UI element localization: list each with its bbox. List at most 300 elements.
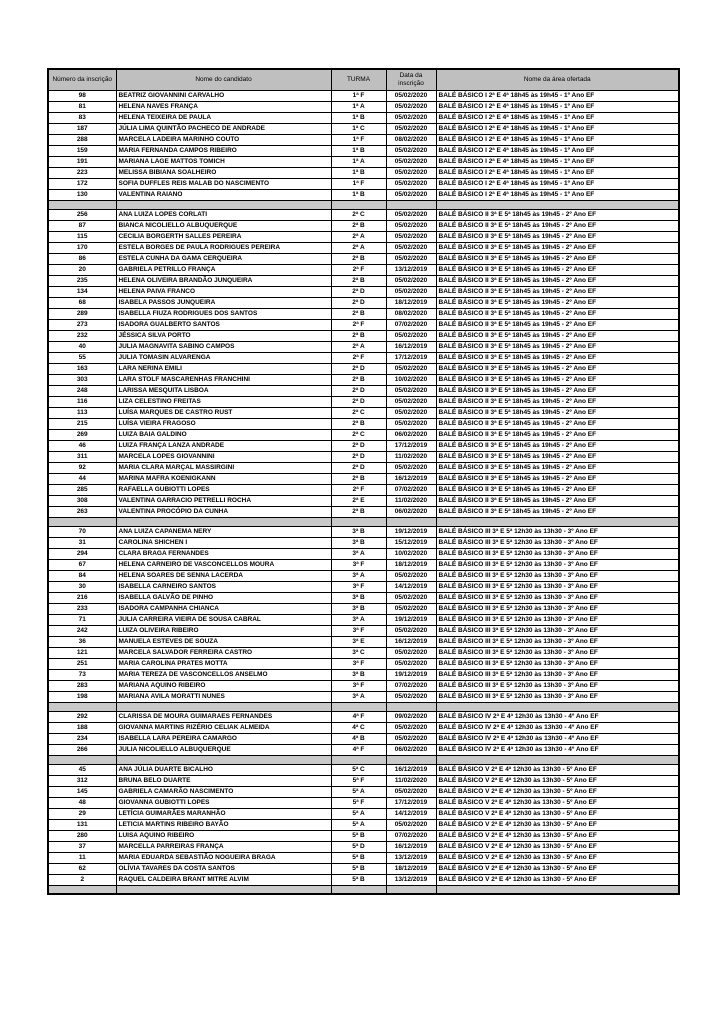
cell-turma: 2ª B [331, 253, 386, 264]
cell-data-inscricao: 07/02/2020 [386, 319, 436, 330]
cell-area-ofertada: BALÉ BÁSICO I 2ª E 4ª 18h45 às 19h45 - 1º Ano EF [436, 156, 679, 167]
cell-turma: 3ª F [331, 680, 386, 691]
cell-turma: 2ª D [331, 363, 386, 374]
cell-data-inscricao: 05/02/2020 [386, 786, 436, 797]
cell-area-ofertada: BALÉ BÁSICO III 3ª E 5ª 12h30 às 13h30 - 3º Ano EF [436, 592, 679, 603]
cell-nome-candidato: MARINA MAFRA KOENIGKANN [116, 473, 331, 484]
cell-area-ofertada: BALÉ BÁSICO IV 2ª E 4ª 12h30 às 13h30 - 4º Ano EF [436, 733, 679, 744]
cell-area-ofertada: BALÉ BÁSICO II 3ª E 5ª 18h45 às 19h45 - 2º Ano EF [436, 473, 679, 484]
cell-area-ofertada: BALÉ BÁSICO V 2ª E 4ª 12h30 às 13h30 - 5º Ano EF [436, 863, 679, 874]
cell-numero-inscricao: 292 [48, 711, 116, 722]
cell-turma: 2ª D [331, 440, 386, 451]
cell-nome-candidato: JÚLIA LIMA QUINTÃO PACHECO DE ANDRADE [116, 123, 331, 134]
cell-nome-candidato: JULIA MAGNAVITA SABINO CAMPOS [116, 341, 331, 352]
cell-nome-candidato: JULIA CARREIRA VIEIRA DE SOUSA CABRAL [116, 614, 331, 625]
separator-cell [48, 517, 116, 526]
table-row [48, 451, 679, 462]
table-row [48, 797, 679, 808]
table-row [48, 669, 679, 680]
cell-nome-candidato: CAROLINA SHICHEN I [116, 537, 331, 548]
column-header-nome-candidato: Nome do candidato [116, 69, 331, 90]
cell-numero-inscricao: 223 [48, 167, 116, 178]
cell-area-ofertada: BALÉ BÁSICO III 3ª E 5ª 12h30 às 13h30 - 3º Ano EF [436, 559, 679, 570]
cell-data-inscricao: 06/02/2020 [386, 429, 436, 440]
cell-area-ofertada: BALÉ BÁSICO V 2ª E 4ª 12h30 às 13h30 - 5º Ano EF [436, 764, 679, 775]
cell-nome-candidato: MANUELA ESTEVES DE SOUZA [116, 636, 331, 647]
table-row [48, 123, 679, 134]
cell-turma: 3ª B [331, 592, 386, 603]
cell-numero-inscricao: 303 [48, 374, 116, 385]
cell-nome-candidato: MARIA TEREZA DE VASCONCELLOS ANSELMO [116, 669, 331, 680]
separator-cell [116, 755, 331, 764]
table-row [48, 625, 679, 636]
cell-area-ofertada: BALÉ BÁSICO III 3ª E 5ª 12h30 às 13h30 - 3º Ano EF [436, 581, 679, 592]
cell-area-ofertada: BALÉ BÁSICO II 3ª E 5ª 18h45 às 19h45 - 2º Ano EF [436, 264, 679, 275]
cell-data-inscricao: 05/02/2020 [386, 253, 436, 264]
cell-area-ofertada: BALÉ BÁSICO II 3ª E 5ª 18h45 às 19h45 - 2º Ano EF [436, 484, 679, 495]
separator-cell [331, 517, 386, 526]
cell-nome-candidato: OLÍVIA TAVARES DA COSTA SANTOS [116, 863, 331, 874]
column-header-area-ofertada: Nome da área ofertada [436, 69, 679, 90]
cell-area-ofertada: BALÉ BÁSICO II 3ª E 5ª 18h45 às 19h45 - 2º Ano EF [436, 319, 679, 330]
cell-turma: 2ª D [331, 451, 386, 462]
cell-nome-candidato: SOFIA DUFFLES REIS MALAB DO NASCIMENTO [116, 178, 331, 189]
cell-area-ofertada: BALÉ BÁSICO I 2ª E 4ª 18h45 às 19h45 - 1º Ano EF [436, 123, 679, 134]
cell-nome-candidato: JULIA NICOLIELLO ALBUQUERQUE [116, 744, 331, 755]
table-row [48, 680, 679, 691]
separator-cell [386, 517, 436, 526]
cell-numero-inscricao: 73 [48, 669, 116, 680]
cell-data-inscricao: 05/02/2020 [386, 363, 436, 374]
table-row [48, 506, 679, 517]
cell-area-ofertada: BALÉ BÁSICO III 3ª E 5ª 12h30 às 13h30 - 3º Ano EF [436, 625, 679, 636]
cell-area-ofertada: BALÉ BÁSICO II 3ª E 5ª 18h45 às 19h45 - 2º Ano EF [436, 308, 679, 319]
cell-area-ofertada: BALÉ BÁSICO III 3ª E 5ª 12h30 às 13h30 - 3º Ano EF [436, 548, 679, 559]
cell-data-inscricao: 05/02/2020 [386, 396, 436, 407]
table-row [48, 330, 679, 341]
cell-turma: 2ª A [331, 242, 386, 253]
cell-data-inscricao: 05/02/2020 [386, 603, 436, 614]
cell-nome-candidato: LARISSA MESQUITA LISBOA [116, 385, 331, 396]
table-row [48, 418, 679, 429]
cell-nome-candidato: HELENA PAIVA FRANCO [116, 286, 331, 297]
cell-area-ofertada: BALÉ BÁSICO I 2ª E 4ª 18h45 às 19h45 - 1º Ano EF [436, 112, 679, 123]
cell-turma: 5ª B [331, 874, 386, 885]
cell-turma: 2ª A [331, 231, 386, 242]
cell-data-inscricao: 05/02/2020 [386, 418, 436, 429]
table-row [48, 647, 679, 658]
cell-data-inscricao: 11/02/2020 [386, 775, 436, 786]
cell-numero-inscricao: 37 [48, 841, 116, 852]
cell-nome-candidato: VALENTINA RAIANO [116, 189, 331, 200]
cell-data-inscricao: 09/02/2020 [386, 711, 436, 722]
cell-nome-candidato: LUIZA BAIA GALDINO [116, 429, 331, 440]
cell-data-inscricao: 19/12/2019 [386, 614, 436, 625]
cell-data-inscricao: 05/02/2020 [386, 462, 436, 473]
cell-numero-inscricao: 130 [48, 189, 116, 200]
table-body [48, 90, 679, 894]
cell-area-ofertada: BALÉ BÁSICO III 3ª E 5ª 12h30 às 13h30 - 3º Ano EF [436, 680, 679, 691]
cell-turma: 5ª B [331, 852, 386, 863]
cell-area-ofertada: BALÉ BÁSICO V 2ª E 4ª 12h30 às 13h30 - 5º Ano EF [436, 808, 679, 819]
cell-nome-candidato: VALENTINA PROCÓPIO DA CUNHA [116, 506, 331, 517]
cell-data-inscricao: 05/02/2020 [386, 691, 436, 702]
table-row [48, 220, 679, 231]
section-separator-row [48, 517, 679, 526]
cell-turma: 1ª B [331, 112, 386, 123]
table-row [48, 722, 679, 733]
cell-data-inscricao: 14/12/2019 [386, 581, 436, 592]
cell-data-inscricao: 10/02/2020 [386, 374, 436, 385]
cell-data-inscricao: 13/12/2019 [386, 874, 436, 885]
cell-area-ofertada: BALÉ BÁSICO I 2ª E 4ª 18h45 às 19h45 - 1º Ano EF [436, 145, 679, 156]
table-row [48, 156, 679, 167]
cell-turma: 3ª B [331, 537, 386, 548]
table-row [48, 548, 679, 559]
cell-turma: 2ª A [331, 341, 386, 352]
cell-area-ofertada: BALÉ BÁSICO II 3ª E 5ª 18h45 às 19h45 - 2º Ano EF [436, 374, 679, 385]
cell-numero-inscricao: 266 [48, 744, 116, 755]
cell-nome-candidato: MARIANA AVILA MORATTI NUNES [116, 691, 331, 702]
cell-area-ofertada: BALÉ BÁSICO II 3ª E 5ª 18h45 às 19h45 - 2º Ano EF [436, 220, 679, 231]
cell-area-ofertada: BALÉ BÁSICO II 3ª E 5ª 18h45 às 19h45 - 2º Ano EF [436, 385, 679, 396]
cell-turma: 3ª A [331, 548, 386, 559]
cell-numero-inscricao: 188 [48, 722, 116, 733]
cell-turma: 1ª B [331, 189, 386, 200]
cell-nome-candidato: ISABELLA LARA PEREIRA CAMARGO [116, 733, 331, 744]
table-row [48, 308, 679, 319]
cell-numero-inscricao: 71 [48, 614, 116, 625]
cell-nome-candidato: ESTELA BORGES DE PAULA RODRIGUES PEREIRA [116, 242, 331, 253]
cell-turma: 5ª B [331, 830, 386, 841]
cell-numero-inscricao: 115 [48, 231, 116, 242]
cell-turma: 3ª B [331, 603, 386, 614]
table-row [48, 526, 679, 537]
table-row [48, 363, 679, 374]
cell-nome-candidato: JULIA TOMASIN ALVARENGA [116, 352, 331, 363]
cell-numero-inscricao: 87 [48, 220, 116, 231]
cell-numero-inscricao: 273 [48, 319, 116, 330]
cell-numero-inscricao: 62 [48, 863, 116, 874]
cell-area-ofertada: BALÉ BÁSICO I 2ª E 4ª 18h45 às 19h45 - 1º Ano EF [436, 90, 679, 101]
cell-turma: 4ª F [331, 744, 386, 755]
cell-turma: 2ª D [331, 396, 386, 407]
cell-area-ofertada: BALÉ BÁSICO II 3ª E 5ª 18h45 às 19h45 - 2º Ano EF [436, 253, 679, 264]
cell-turma: 5ª A [331, 808, 386, 819]
table-row [48, 658, 679, 669]
cell-numero-inscricao: 98 [48, 90, 116, 101]
cell-numero-inscricao: 70 [48, 526, 116, 537]
cell-numero-inscricao: 294 [48, 548, 116, 559]
cell-data-inscricao: 19/12/2019 [386, 526, 436, 537]
cell-numero-inscricao: 116 [48, 396, 116, 407]
cell-turma: 2ª B [331, 473, 386, 484]
separator-cell [116, 702, 331, 711]
cell-data-inscricao: 05/02/2020 [386, 242, 436, 253]
cell-turma: 2ª B [331, 330, 386, 341]
cell-area-ofertada: BALÉ BÁSICO III 3ª E 5ª 12h30 às 13h30 - 3º Ano EF [436, 658, 679, 669]
table-row [48, 352, 679, 363]
table-row [48, 264, 679, 275]
cell-area-ofertada: BALÉ BÁSICO IV 2ª E 4ª 12h30 às 13h30 - 4º Ano EF [436, 722, 679, 733]
cell-nome-candidato: BEATRIZ GIOVANNINI CARVALHO [116, 90, 331, 101]
cell-turma: 3ª C [331, 647, 386, 658]
cell-data-inscricao: 17/12/2019 [386, 797, 436, 808]
cell-turma: 5ª B [331, 863, 386, 874]
table-row [48, 744, 679, 755]
cell-nome-candidato: LUIZA OLIVEIRA RIBEIRO [116, 625, 331, 636]
cell-turma: 1ª C [331, 123, 386, 134]
table-row [48, 253, 679, 264]
cell-nome-candidato: LIZA CELESTINO FREITAS [116, 396, 331, 407]
cell-data-inscricao: 18/12/2019 [386, 297, 436, 308]
cell-data-inscricao: 05/02/2020 [386, 101, 436, 112]
table-row [48, 90, 679, 101]
cell-numero-inscricao: 198 [48, 691, 116, 702]
separator-cell [48, 702, 116, 711]
table-row [48, 592, 679, 603]
cell-numero-inscricao: 242 [48, 625, 116, 636]
cell-area-ofertada: BALÉ BÁSICO V 2ª E 4ª 12h30 às 13h30 - 5º Ano EF [436, 841, 679, 852]
table-row [48, 167, 679, 178]
cell-data-inscricao: 07/02/2020 [386, 830, 436, 841]
cell-data-inscricao: 05/02/2020 [386, 209, 436, 220]
table-row [48, 275, 679, 286]
cell-data-inscricao: 11/02/2020 [386, 451, 436, 462]
table-row [48, 374, 679, 385]
cell-nome-candidato: HELENA NAVES FRANÇA [116, 101, 331, 112]
cell-area-ofertada: BALÉ BÁSICO I 2ª E 4ª 18h45 às 19h45 - 1º Ano EF [436, 101, 679, 112]
separator-cell [386, 702, 436, 711]
cell-numero-inscricao: 29 [48, 808, 116, 819]
cell-data-inscricao: 14/12/2019 [386, 808, 436, 819]
cell-numero-inscricao: 269 [48, 429, 116, 440]
cell-turma: 3ª F [331, 559, 386, 570]
table-row [48, 764, 679, 775]
cell-nome-candidato: MARIANA LAGE MATTOS TOMICH [116, 156, 331, 167]
cell-numero-inscricao: 81 [48, 101, 116, 112]
cell-nome-candidato: ISABELLA FIUZA RODRIGUES DOS SANTOS [116, 308, 331, 319]
cell-nome-candidato: HELENA SOARES DE SENNA LACERDA [116, 570, 331, 581]
cell-area-ofertada: BALÉ BÁSICO II 3ª E 5ª 18h45 às 19h45 - 2º Ano EF [436, 495, 679, 506]
table-row [48, 286, 679, 297]
cell-numero-inscricao: 285 [48, 484, 116, 495]
cell-area-ofertada: BALÉ BÁSICO II 3ª E 5ª 18h45 às 19h45 - 2º Ano EF [436, 286, 679, 297]
cell-turma: 2ª F [331, 352, 386, 363]
cell-nome-candidato: LUÍSA MARQUES DE CASTRO RUST [116, 407, 331, 418]
cell-numero-inscricao: 283 [48, 680, 116, 691]
cell-turma: 3ª B [331, 526, 386, 537]
cell-numero-inscricao: 234 [48, 733, 116, 744]
cell-area-ofertada: BALÉ BÁSICO II 3ª E 5ª 18h45 às 19h45 - 2º Ano EF [436, 418, 679, 429]
column-header-turma: TURMA [331, 69, 386, 90]
table-header [48, 69, 679, 90]
cell-nome-candidato: LUIZA FRANÇA LANZA ANDRADE [116, 440, 331, 451]
section-separator-row [48, 200, 679, 209]
cell-turma: 3ª A [331, 570, 386, 581]
cell-nome-candidato: ISADORA CAMPANHA CHIANCA [116, 603, 331, 614]
cell-turma: 3ª B [331, 669, 386, 680]
cell-area-ofertada: BALÉ BÁSICO II 3ª E 5ª 18h45 às 19h45 - 2º Ano EF [436, 396, 679, 407]
cell-nome-candidato: ISABELLA CARNEIRO SANTOS [116, 581, 331, 592]
table-row [48, 691, 679, 702]
separator-cell [48, 200, 116, 209]
cell-area-ofertada: BALÉ BÁSICO IV 2ª E 4ª 12h30 às 13h30 - 4º Ano EF [436, 744, 679, 755]
cell-turma: 2ª F [331, 264, 386, 275]
cell-nome-candidato: MELISSA BIBIANA SOALHEIRO [116, 167, 331, 178]
cell-turma: 1ª A [331, 156, 386, 167]
cell-nome-candidato: ESTELA CUNHA DA GAMA CERQUEIRA [116, 253, 331, 264]
cell-data-inscricao: 11/02/2020 [386, 495, 436, 506]
cell-data-inscricao: 05/02/2020 [386, 189, 436, 200]
separator-cell [436, 200, 679, 209]
cell-data-inscricao: 05/02/2020 [386, 330, 436, 341]
table-row [48, 852, 679, 863]
cell-nome-candidato: GIOVANNA GUBIOTTI LOPES [116, 797, 331, 808]
table-row [48, 484, 679, 495]
cell-data-inscricao: 16/12/2019 [386, 841, 436, 852]
cell-nome-candidato: CLARA BRAGA FERNANDES [116, 548, 331, 559]
table-row [48, 178, 679, 189]
table-row [48, 396, 679, 407]
cell-numero-inscricao: 170 [48, 242, 116, 253]
table-row [48, 341, 679, 352]
cell-turma: 4ª B [331, 733, 386, 744]
cell-turma: 1ª B [331, 167, 386, 178]
cell-area-ofertada: BALÉ BÁSICO II 3ª E 5ª 18h45 às 19h45 - 2º Ano EF [436, 407, 679, 418]
cell-area-ofertada: BALÉ BÁSICO II 3ª E 5ª 18h45 às 19h45 - 2º Ano EF [436, 297, 679, 308]
table-row [48, 559, 679, 570]
separator-cell [48, 755, 116, 764]
cell-area-ofertada: BALÉ BÁSICO II 3ª E 5ª 18h45 às 19h45 - 2º Ano EF [436, 429, 679, 440]
cell-data-inscricao: 16/12/2019 [386, 341, 436, 352]
cell-numero-inscricao: 31 [48, 537, 116, 548]
cell-turma: 2ª F [331, 319, 386, 330]
cell-area-ofertada: BALÉ BÁSICO I 2ª E 4ª 18h45 às 19h45 - 1º Ano EF [436, 178, 679, 189]
cell-numero-inscricao: 55 [48, 352, 116, 363]
cell-nome-candidato: ANA LUIZA LOPES CORLATI [116, 209, 331, 220]
table-row [48, 495, 679, 506]
cell-area-ofertada: BALÉ BÁSICO II 3ª E 5ª 18h45 às 19h45 - 2º Ano EF [436, 451, 679, 462]
enrollment-table [47, 68, 680, 895]
cell-nome-candidato: LARA STOLF MASCARENHAS FRANCHINI [116, 374, 331, 385]
cell-turma: 1ª F [331, 90, 386, 101]
cell-nome-candidato: ISABELLA GALVÃO DE PINHO [116, 592, 331, 603]
cell-data-inscricao: 17/12/2019 [386, 352, 436, 363]
cell-turma: 3ª F [331, 581, 386, 592]
table-row [48, 874, 679, 885]
separator-cell [386, 200, 436, 209]
cell-area-ofertada: BALÉ BÁSICO V 2ª E 4ª 12h30 às 13h30 - 5º Ano EF [436, 874, 679, 885]
cell-turma: 2ª D [331, 462, 386, 473]
cell-data-inscricao: 05/02/2020 [386, 733, 436, 744]
cell-nome-candidato: MARIA CAROLINA PRATES MOTTA [116, 658, 331, 669]
cell-area-ofertada: BALÉ BÁSICO III 3ª E 5ª 12h30 às 13h30 - 3º Ano EF [436, 669, 679, 680]
cell-data-inscricao: 05/02/2020 [386, 407, 436, 418]
column-header-numero-inscricao: Número da inscrição [48, 69, 116, 90]
section-separator-row [48, 885, 679, 894]
cell-nome-candidato: ISADORA GUALBERTO SANTOS [116, 319, 331, 330]
cell-area-ofertada: BALÉ BÁSICO III 3ª E 5ª 12h30 às 13h30 - 3º Ano EF [436, 537, 679, 548]
table-row [48, 189, 679, 200]
cell-turma: 2ª F [331, 484, 386, 495]
cell-area-ofertada: BALÉ BÁSICO II 3ª E 5ª 18h45 às 19h45 - 2º Ano EF [436, 352, 679, 363]
separator-cell [386, 755, 436, 764]
cell-area-ofertada: BALÉ BÁSICO V 2ª E 4ª 12h30 às 13h30 - 5º Ano EF [436, 797, 679, 808]
column-header-data-inscricao: Data da inscrição [386, 69, 436, 90]
cell-data-inscricao: 19/12/2019 [386, 669, 436, 680]
cell-data-inscricao: 16/12/2019 [386, 636, 436, 647]
cell-numero-inscricao: 48 [48, 797, 116, 808]
cell-turma: 5ª C [331, 764, 386, 775]
cell-numero-inscricao: 2 [48, 874, 116, 885]
cell-nome-candidato: HELENA TEIXEIRA DE PAULA [116, 112, 331, 123]
cell-numero-inscricao: 216 [48, 592, 116, 603]
cell-nome-candidato: MARCELA SALVADOR FERREIRA CASTRO [116, 647, 331, 658]
separator-cell [116, 517, 331, 526]
cell-nome-candidato: HELENA CARNEIRO DE VASCONCELLOS MOURA [116, 559, 331, 570]
cell-turma: 5ª F [331, 775, 386, 786]
cell-data-inscricao: 05/02/2020 [386, 286, 436, 297]
cell-data-inscricao: 17/12/2019 [386, 440, 436, 451]
cell-data-inscricao: 13/12/2019 [386, 264, 436, 275]
cell-data-inscricao: 10/02/2020 [386, 548, 436, 559]
cell-nome-candidato: BRUNA BELO DUARTE [116, 775, 331, 786]
cell-area-ofertada: BALÉ BÁSICO II 3ª E 5ª 18h45 às 19h45 - 2º Ano EF [436, 209, 679, 220]
cell-turma: 2ª B [331, 220, 386, 231]
cell-nome-candidato: ISABELA PASSOS JUNQUEIRA [116, 297, 331, 308]
cell-data-inscricao: 06/02/2020 [386, 506, 436, 517]
table-row [48, 319, 679, 330]
cell-data-inscricao: 08/02/2020 [386, 134, 436, 145]
cell-numero-inscricao: 83 [48, 112, 116, 123]
cell-area-ofertada: BALÉ BÁSICO V 2ª E 4ª 12h30 às 13h30 - 5º Ano EF [436, 775, 679, 786]
table-row [48, 537, 679, 548]
cell-nome-candidato: CLARISSA DE MOURA GUIMARAES FERNANDES [116, 711, 331, 722]
cell-numero-inscricao: 248 [48, 385, 116, 396]
separator-cell [436, 755, 679, 764]
cell-turma: 1ª B [331, 145, 386, 156]
cell-nome-candidato: MARCELA LADEIRA MARINHO COUTO [116, 134, 331, 145]
table-row [48, 385, 679, 396]
cell-numero-inscricao: 20 [48, 264, 116, 275]
cell-nome-candidato: RAFAELLA GUBIOTTI LOPES [116, 484, 331, 495]
cell-area-ofertada: BALÉ BÁSICO I 2ª E 4ª 18h45 às 19h45 - 1º Ano EF [436, 189, 679, 200]
table-row [48, 101, 679, 112]
cell-data-inscricao: 18/12/2019 [386, 559, 436, 570]
separator-cell [331, 702, 386, 711]
cell-numero-inscricao: 312 [48, 775, 116, 786]
cell-numero-inscricao: 92 [48, 462, 116, 473]
cell-area-ofertada: BALÉ BÁSICO I 2ª E 4ª 18h45 às 19h45 - 1º Ano EF [436, 167, 679, 178]
cell-data-inscricao: 05/02/2020 [386, 819, 436, 830]
cell-nome-candidato: MARIA FERNANDA CAMPOS RIBEIRO [116, 145, 331, 156]
cell-turma: 5ª A [331, 819, 386, 830]
cell-area-ofertada: BALÉ BÁSICO III 3ª E 5ª 12h30 às 13h30 - 3º Ano EF [436, 691, 679, 702]
cell-nome-candidato: LARA NERINA EMILI [116, 363, 331, 374]
table-row [48, 614, 679, 625]
table-row [48, 733, 679, 744]
cell-data-inscricao: 05/02/2020 [386, 123, 436, 134]
cell-numero-inscricao: 280 [48, 830, 116, 841]
table-row [48, 711, 679, 722]
cell-numero-inscricao: 311 [48, 451, 116, 462]
table-row [48, 407, 679, 418]
separator-cell [386, 885, 436, 894]
cell-area-ofertada: BALÉ BÁSICO II 3ª E 5ª 18h45 às 19h45 - 2º Ano EF [436, 363, 679, 374]
cell-numero-inscricao: 159 [48, 145, 116, 156]
cell-numero-inscricao: 235 [48, 275, 116, 286]
